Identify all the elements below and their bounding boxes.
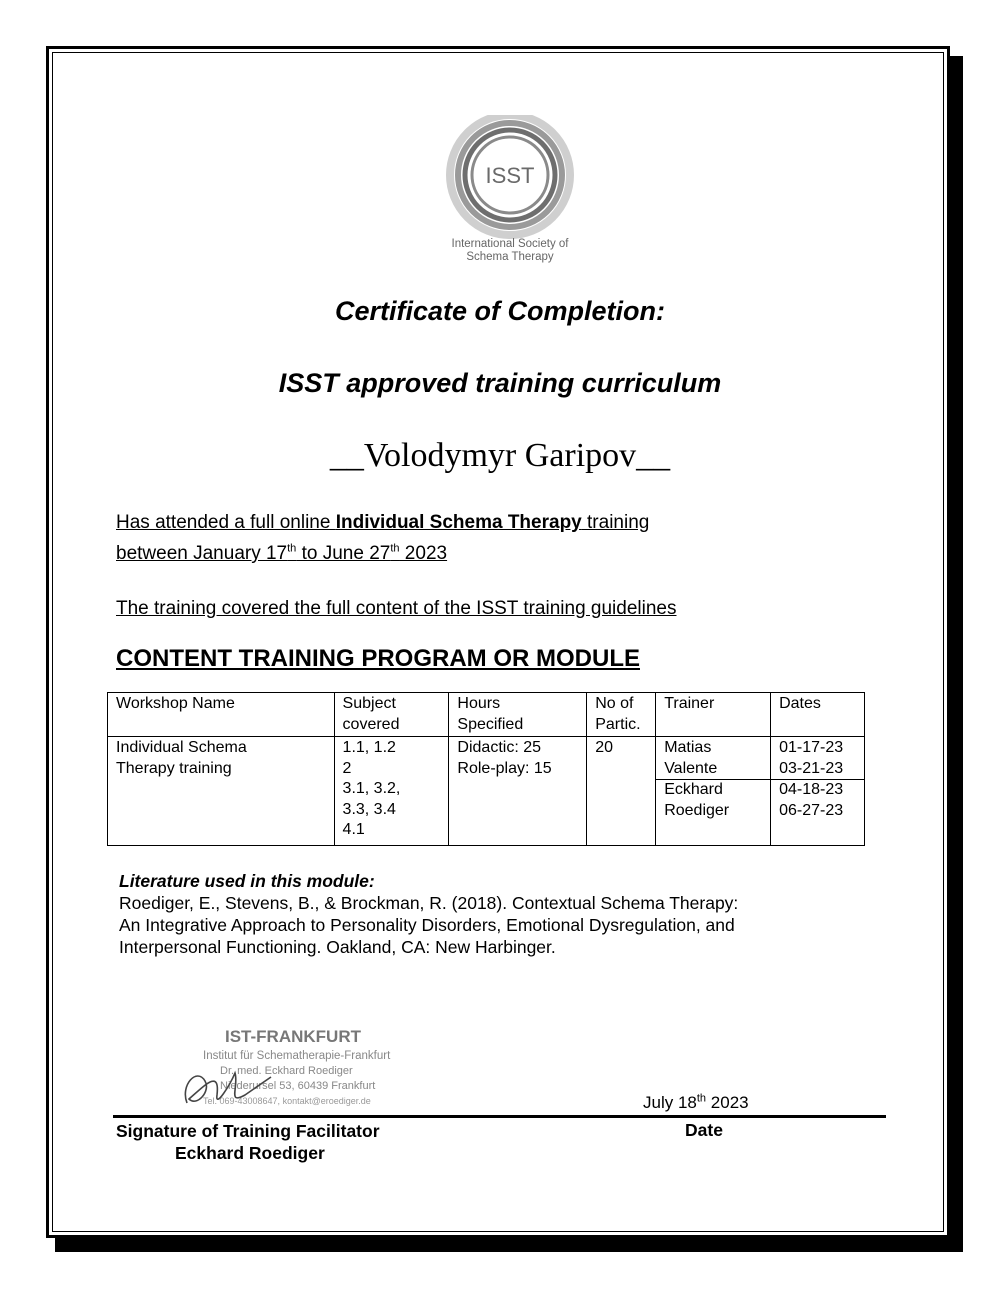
period-mid: to June 27 — [296, 543, 391, 564]
cell-workshop — [108, 737, 335, 846]
stamp-line-4: Tel. 069-43008647, kontakt@eroediger.de — [203, 1096, 371, 1106]
header-hours-1: Hours — [457, 695, 501, 712]
header-participants — [587, 693, 656, 737]
dates-1 — [771, 738, 864, 780]
period-suffix: 2023 — [399, 543, 448, 564]
certificate-subtitle: ISST approved training curriculum — [278, 368, 722, 398]
subject-line: 4.1 — [342, 821, 365, 838]
signature-line — [113, 1115, 886, 1118]
literature-line: Roediger, E., Stevens, B., & Brockman, R. (2018). Contextual Schema Therapy: — [119, 893, 739, 913]
attendance-suffix: training — [581, 512, 650, 533]
literature-line: An Integrative Approach to Personality Disorders, Emotional Dysregulation, and — [119, 915, 735, 935]
workshop-line-2: Therapy training — [116, 759, 232, 777]
literature-title: Literature used in this module: — [119, 871, 375, 891]
trainer-1 — [656, 738, 770, 780]
certificate-title: Certificate of Completion: — [334, 296, 665, 326]
header-workshop: Workshop Name — [108, 693, 335, 737]
header-hours — [449, 693, 587, 737]
header-partic-2: Partic. — [595, 715, 641, 733]
logo-name: ISST — [485, 163, 535, 188]
institute-stamp — [175, 1025, 415, 1115]
period-sup-1: th — [287, 542, 297, 555]
date-2-start: 04-18-23 — [779, 781, 844, 798]
date-label: Date — [685, 1120, 723, 1140]
stamp-line-1: Institut für Schematherapie-Frankfurt — [203, 1050, 391, 1062]
cell-trainers — [656, 737, 771, 846]
attendance-training-name: Individual Schema Therapy — [335, 512, 582, 533]
cell-participants: 20 — [587, 737, 656, 846]
program-table — [107, 692, 865, 846]
stamp-line-2: Dr. med. Eckhard Roediger — [220, 1065, 353, 1077]
stamp-line-3: Niederursel 53, 60439 Frankfurt — [220, 1080, 376, 1092]
header-subject-1: Subject — [342, 695, 396, 712]
program-heading: CONTENT TRAINING PROGRAM OR MODULE — [116, 645, 640, 672]
date-1-start: 01-17-23 — [779, 739, 844, 756]
trainer-2 — [664, 780, 762, 821]
trainer-1-last: Valente — [664, 759, 718, 777]
workshop-line-1: Individual Schema — [116, 739, 247, 756]
signing-date — [643, 1093, 749, 1113]
header-subject — [334, 693, 449, 737]
coverage-statement: The training covered the full content of the ISST training guidelines — [116, 598, 677, 619]
date-1-end: 03-21-23 — [779, 759, 844, 777]
subject-line: 3.1, 3.2, — [342, 780, 401, 797]
dates-2 — [779, 780, 856, 821]
hours-line: Role-play: 15 — [457, 759, 552, 777]
stamp-name: IST-FRANKFURT — [225, 1027, 361, 1046]
literature-section — [119, 870, 839, 958]
trainer-2-last: Roediger — [664, 801, 730, 819]
header-subject-2: covered — [342, 715, 400, 733]
subject-line: 2 — [342, 759, 352, 777]
subject-line: 1.1, 1.2 — [342, 739, 396, 756]
date-prefix: July 18 — [643, 1093, 697, 1112]
logo-org-line-1: International Society of — [451, 238, 569, 250]
header-hours-2: Specified — [457, 715, 524, 733]
attendance-prefix: Has attended a full online — [116, 512, 336, 533]
signature-label: Signature of Training Facilitator — [116, 1121, 380, 1141]
trainer-1-first: Matias — [664, 739, 712, 756]
literature-line: Interpersonal Functioning. Oakland, CA: New Harbinger. — [119, 937, 556, 957]
date-2-end: 06-27-23 — [779, 801, 844, 819]
header-dates: Dates — [771, 693, 865, 737]
facilitator-name: Eckhard Roediger — [175, 1143, 325, 1163]
logo-org-line-2: Schema Therapy — [466, 251, 554, 263]
recipient-name: __Volodymyr Garipov__ — [329, 437, 671, 474]
date-sup: th — [696, 1092, 707, 1105]
date-suffix: 2023 — [706, 1093, 749, 1112]
logo-org-name — [420, 238, 600, 264]
cell-subjects — [334, 737, 449, 846]
hours-line: Didactic: 25 — [457, 739, 541, 756]
subject-line: 3.3, 3.4 — [342, 800, 396, 818]
header-trainer: Trainer — [656, 693, 771, 737]
table-header-row — [108, 693, 865, 737]
attendance-line — [116, 512, 649, 534]
training-period — [116, 543, 447, 565]
header-partic-1: No of — [595, 695, 634, 712]
period-sup-2: th — [390, 542, 400, 555]
cell-dates — [771, 737, 865, 846]
period-prefix: between January 17 — [116, 543, 288, 564]
table-row — [108, 737, 865, 846]
cell-hours — [449, 737, 587, 846]
trainer-2-first: Eckhard — [664, 781, 723, 798]
